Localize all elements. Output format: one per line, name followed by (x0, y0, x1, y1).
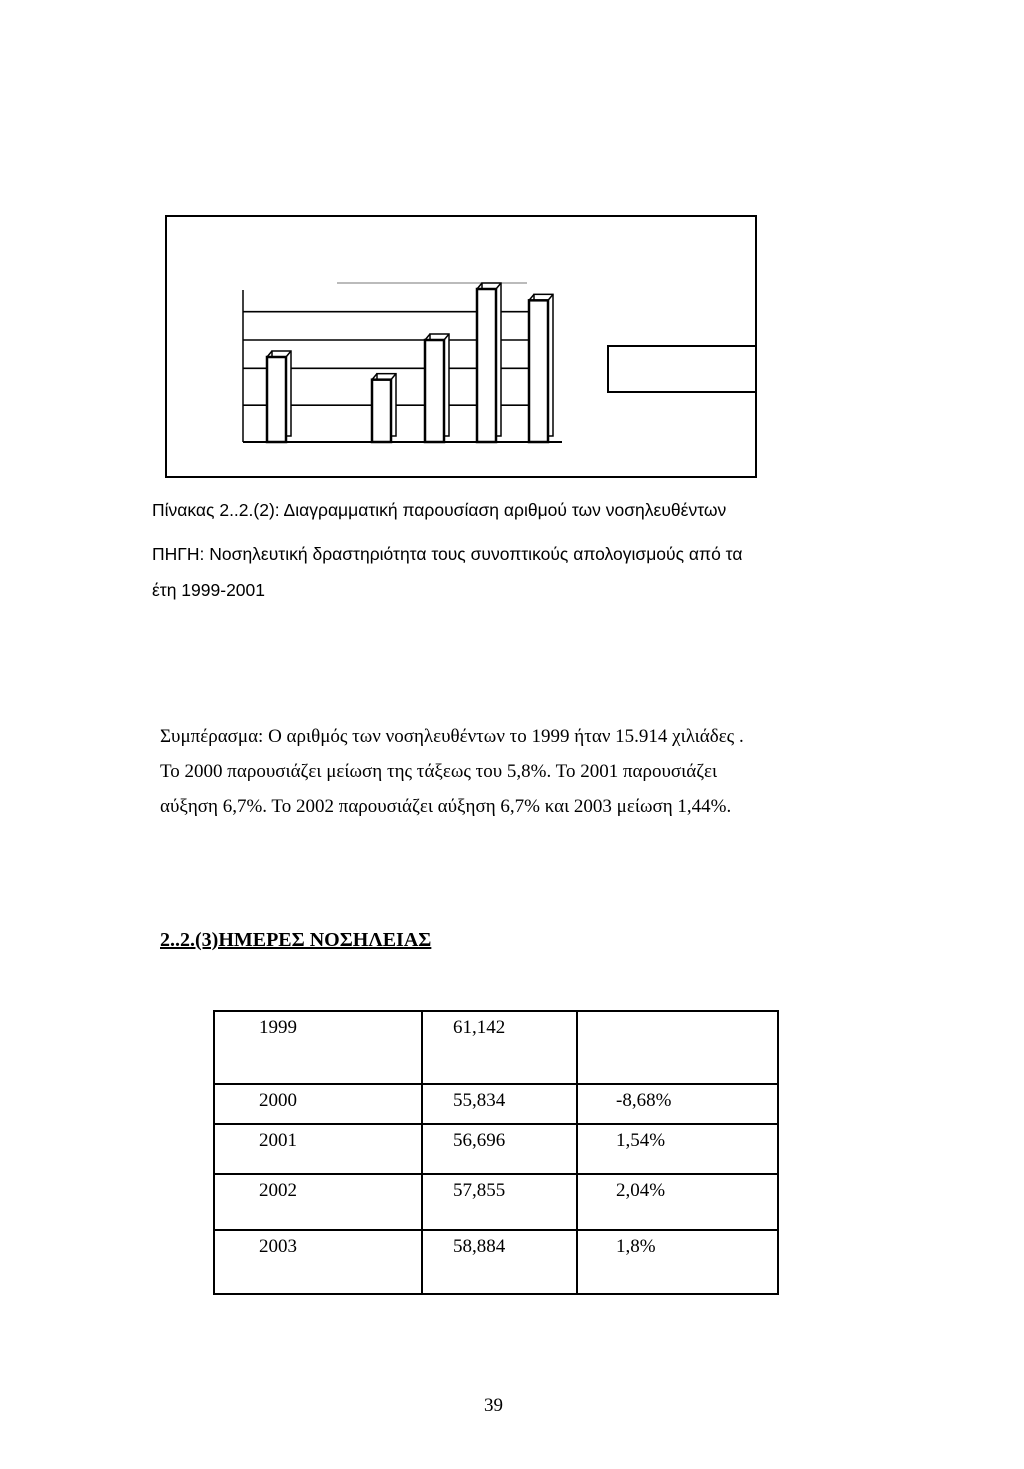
figure-caption-line-1: Πίνακας 2..2.(2): Διαγραμματική παρουσίαση αριθμού των νοσηλευθέντων (152, 500, 727, 520)
figure-source-line-2: έτη 1999-2001 (152, 580, 265, 600)
change-cell: -8,68% (577, 1084, 778, 1124)
table-row (214, 1230, 778, 1294)
year-cell: 2002 (214, 1174, 422, 1230)
change-cell (577, 1011, 778, 1084)
change-cell: 1,8% (577, 1230, 778, 1294)
figure-source-line-1: ΠΗΓΗ: Νοσηλευτική δραστηριότητα τους συνοπτικούς απολογισμούς από τα (152, 544, 743, 564)
table-row (214, 1084, 778, 1124)
year-cell: 2001 (214, 1124, 422, 1174)
conclusion-line-2: Το 2000 παρουσιάζει μείωση της τάξεως του 5,8%. Το 2001 παρουσιάζει (160, 761, 718, 782)
days-cell: 56,696 (422, 1124, 577, 1174)
bar (267, 357, 286, 442)
table-row (214, 1174, 778, 1230)
change-cell: 1,54% (577, 1124, 778, 1174)
table-row (214, 1124, 778, 1174)
legend-box (608, 346, 755, 392)
bar (529, 300, 548, 442)
bar (372, 380, 391, 442)
year-cell: 2003 (214, 1230, 422, 1294)
days-cell: 58,884 (422, 1230, 577, 1294)
bar-chart (165, 215, 757, 478)
bar (425, 340, 444, 442)
year-cell: 1999 (214, 1011, 422, 1084)
year-cell: 2000 (214, 1084, 422, 1124)
days-cell: 57,855 (422, 1174, 577, 1230)
page-number: 39 (484, 1395, 503, 1416)
days-cell: 55,834 (422, 1084, 577, 1124)
section-heading: 2..2.(3)ΗΜΕΡΕΣ ΝΟΣΗΛΕΙΑΣ (160, 929, 432, 951)
conclusion-line-3: αύξηση 6,7%. Το 2002 παρουσιάζει αύξηση 6,7% και 2003 μείωση 1,44%. (160, 796, 732, 817)
bar (477, 289, 496, 442)
table-row (214, 1011, 778, 1084)
conclusion-line-1: Συμπέρασμα: Ο αριθμός των νοσηλευθέντων το 1999 ήταν 15.914 χιλιάδες . (160, 726, 744, 747)
hospitalization-days-table (213, 1010, 779, 1295)
bar-chart-svg (167, 217, 755, 476)
change-cell: 2,04% (577, 1174, 778, 1230)
days-cell: 61,142 (422, 1011, 577, 1084)
